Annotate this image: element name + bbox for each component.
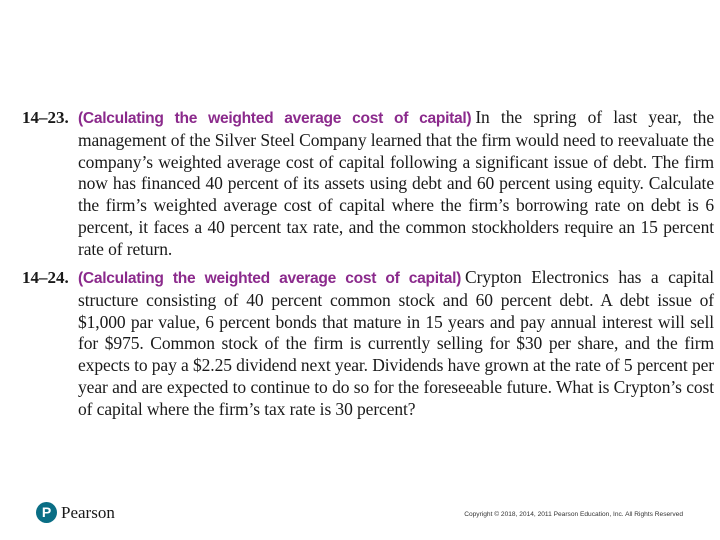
problem-text: Crypton Electronics has a capital structure consisting of 40 percent common stock and 60 percent debt. A debt issue of $1,000 par value, 6 percent bonds that mature in 15 years and pay annual interest will sell for $975. Common stock of the firm is currently selling for $30 per share, and the firm expects to pay a $2.25 dividend next year. Dividends have grown at the rate of 5 percent per year and are expected to continue to do so for the foreseeable future. What is Crypton’s cost of capital where the firm’s tax rate is 30 percent? [78,267,715,419]
problem-14-23 [22,107,714,261]
logo-text: Pearson [61,502,115,522]
problem-topic: (Calculating the weighted average cost of capital) [78,270,462,287]
pearson-p-icon: P [36,502,57,523]
copyright-notice: Copyright © 2018, 2014, 2011 Pearson Education, Inc. All Rights Reserved [464,511,683,518]
problem-number: 14–24. [22,268,69,287]
problem-number: 14–23. [22,108,69,127]
problem-14-24 [22,267,714,421]
problem-body [78,107,714,261]
pearson-logo [36,502,115,523]
problem-topic: (Calculating the weighted average cost of capital) [78,110,472,127]
problem-text: In the spring of last year, the management of the Silver Steel Company learned that the firm would need to reevaluate the company’s weighted average cost of capital following a significant issue of debt. The firm now has financed 40 percent of its assets using debt and 60 percent using equity. Calculate the firm’s weighted average cost of capital where the firm’s borrowing rate on debt is 6 percent, it faces a 40 percent tax rate, and the common stockholders require an 15 percent rate of return. [78,107,714,259]
problem-body [78,267,714,421]
